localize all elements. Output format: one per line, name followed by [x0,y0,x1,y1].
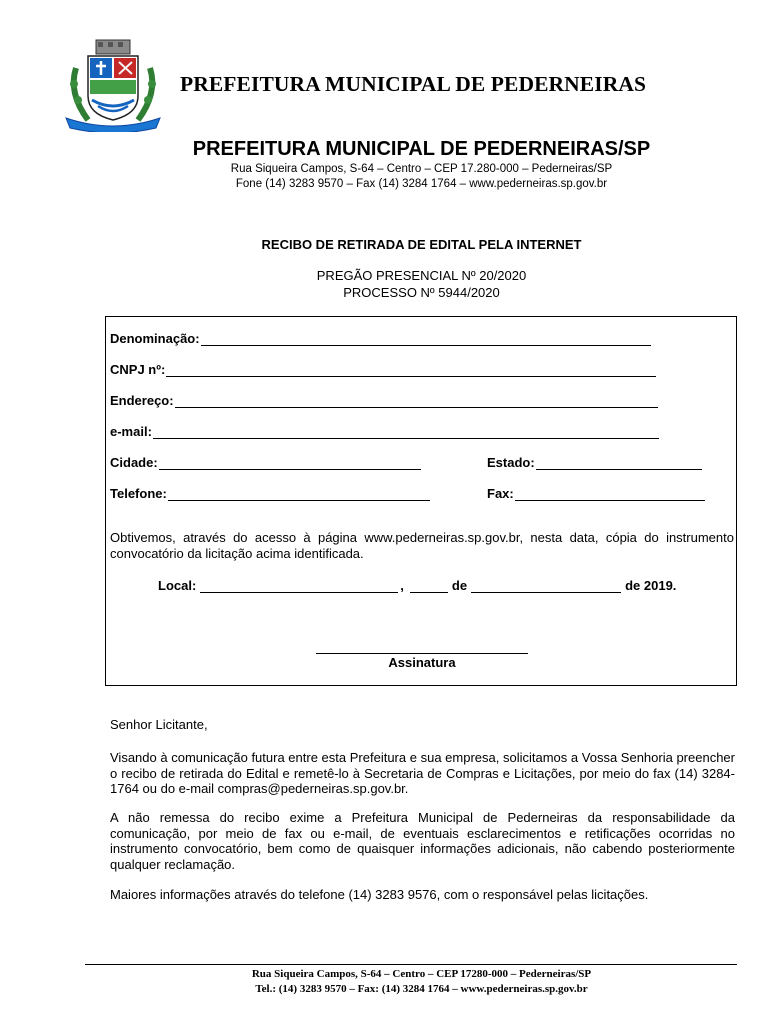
denominacao-blank[interactable] [201,333,651,346]
letter-paragraph-3: Maiores informações através do telefone (14) 3283 9576, com o responsável pelas licitações. [110,887,649,902]
local-date-line[interactable] [158,578,676,593]
letterhead-title: PREFEITURA MUNICIPAL DE PEDERNEIRAS [180,72,647,96]
organization-title: PREFEITURA MUNICIPAL DE PEDERNEIRAS/SP [192,138,651,160]
coat-of-arms-icon [62,38,164,132]
endereco-field[interactable] [110,393,658,408]
cidade-label: Cidade: [110,455,158,470]
estado-blank[interactable] [536,457,702,470]
fax-field[interactable] [487,486,705,501]
endereco-label: Endereço: [110,393,174,408]
email-blank[interactable] [153,426,659,439]
footer-address: Rua Siqueira Campos, S-64 – Centro – CEP 17280-000 – Pederneiras/SP [251,968,592,980]
signature-line[interactable] [316,653,528,654]
letter-paragraph-2: A não remessa do recibo exime a Prefeitura Municipal de Pederneiras da responsabilidade da comunicação, por meio de fax ou e-mail, de eventuais esclarecimentos e retificações ocorridas no instrumento convocatório, bem como de quaisquer informações adicionais, não cabendo posteriormente qualquer reclamação. [110,810,735,872]
footer-contact: Tel.: (14) 3283 9570 – Fax: (14) 3284 1764 – www.pederneiras.sp.gov.br [255,983,588,995]
header-contact: Fone (14) 3283 9570 – Fax (14) 3284 1764 – www.pederneiras.sp.gov.br [235,178,608,190]
processo-number: PROCESSO Nº 5944/2020 [343,285,500,300]
cidade-field[interactable] [110,455,421,470]
estado-label: Estado: [487,455,535,470]
de-label-1: de [451,578,468,593]
telefone-field[interactable] [110,486,430,501]
cnpj-label: CNPJ nº: [110,362,166,377]
email-label: e-mail: [110,424,152,439]
telefone-label: Telefone: [110,486,167,501]
day-blank[interactable] [410,580,448,593]
telefone-blank[interactable] [168,488,430,501]
declaration-text: Obtivemos, através do acesso à página www.pederneiras.sp.gov.br, nesta data, cópia do instrumento convocatório da licitação acima identificada. [110,530,734,561]
pregao-number: PREGÃO PRESENCIAL Nº 20/2020 [316,268,527,283]
fax-blank[interactable] [515,488,705,501]
endereco-blank[interactable] [175,395,658,408]
fax-label: Fax: [487,486,514,501]
letter-paragraph-1: Visando à comunicação futura entre esta Prefeitura e sua empresa, solicitamos a Vossa Senhoria preencher o recibo de retirada do Edital e remetê-lo à Secretaria de Compras e Licitações, por meio do fax (14) 3284-1764 ou do e-mail compras@pederneiras.sp.gov.br. [110,750,735,796]
header-address: Rua Siqueira Campos, S-64 – Centro – CEP 17.280-000 – Pederneiras/SP [230,163,613,175]
month-blank[interactable] [471,580,621,593]
denominacao-field[interactable] [110,331,651,346]
year-label: de 2019. [625,578,677,593]
cnpj-blank[interactable] [166,364,656,377]
letter-greeting: Senhor Licitante, [110,717,208,732]
document-title: RECIBO DE RETIRADA DE EDITAL PELA INTERNET [261,237,582,252]
local-comma: , [400,578,404,593]
signature-label: Assinatura [388,655,456,670]
cnpj-field[interactable] [110,362,656,377]
footer-divider [85,964,737,965]
cidade-blank[interactable] [159,457,421,470]
denominacao-label: Denominação: [110,331,200,346]
receipt-form-box [105,316,737,686]
local-blank[interactable] [200,580,398,593]
local-label: Local: [158,578,197,593]
estado-field[interactable] [487,455,702,470]
email-field[interactable] [110,424,659,439]
